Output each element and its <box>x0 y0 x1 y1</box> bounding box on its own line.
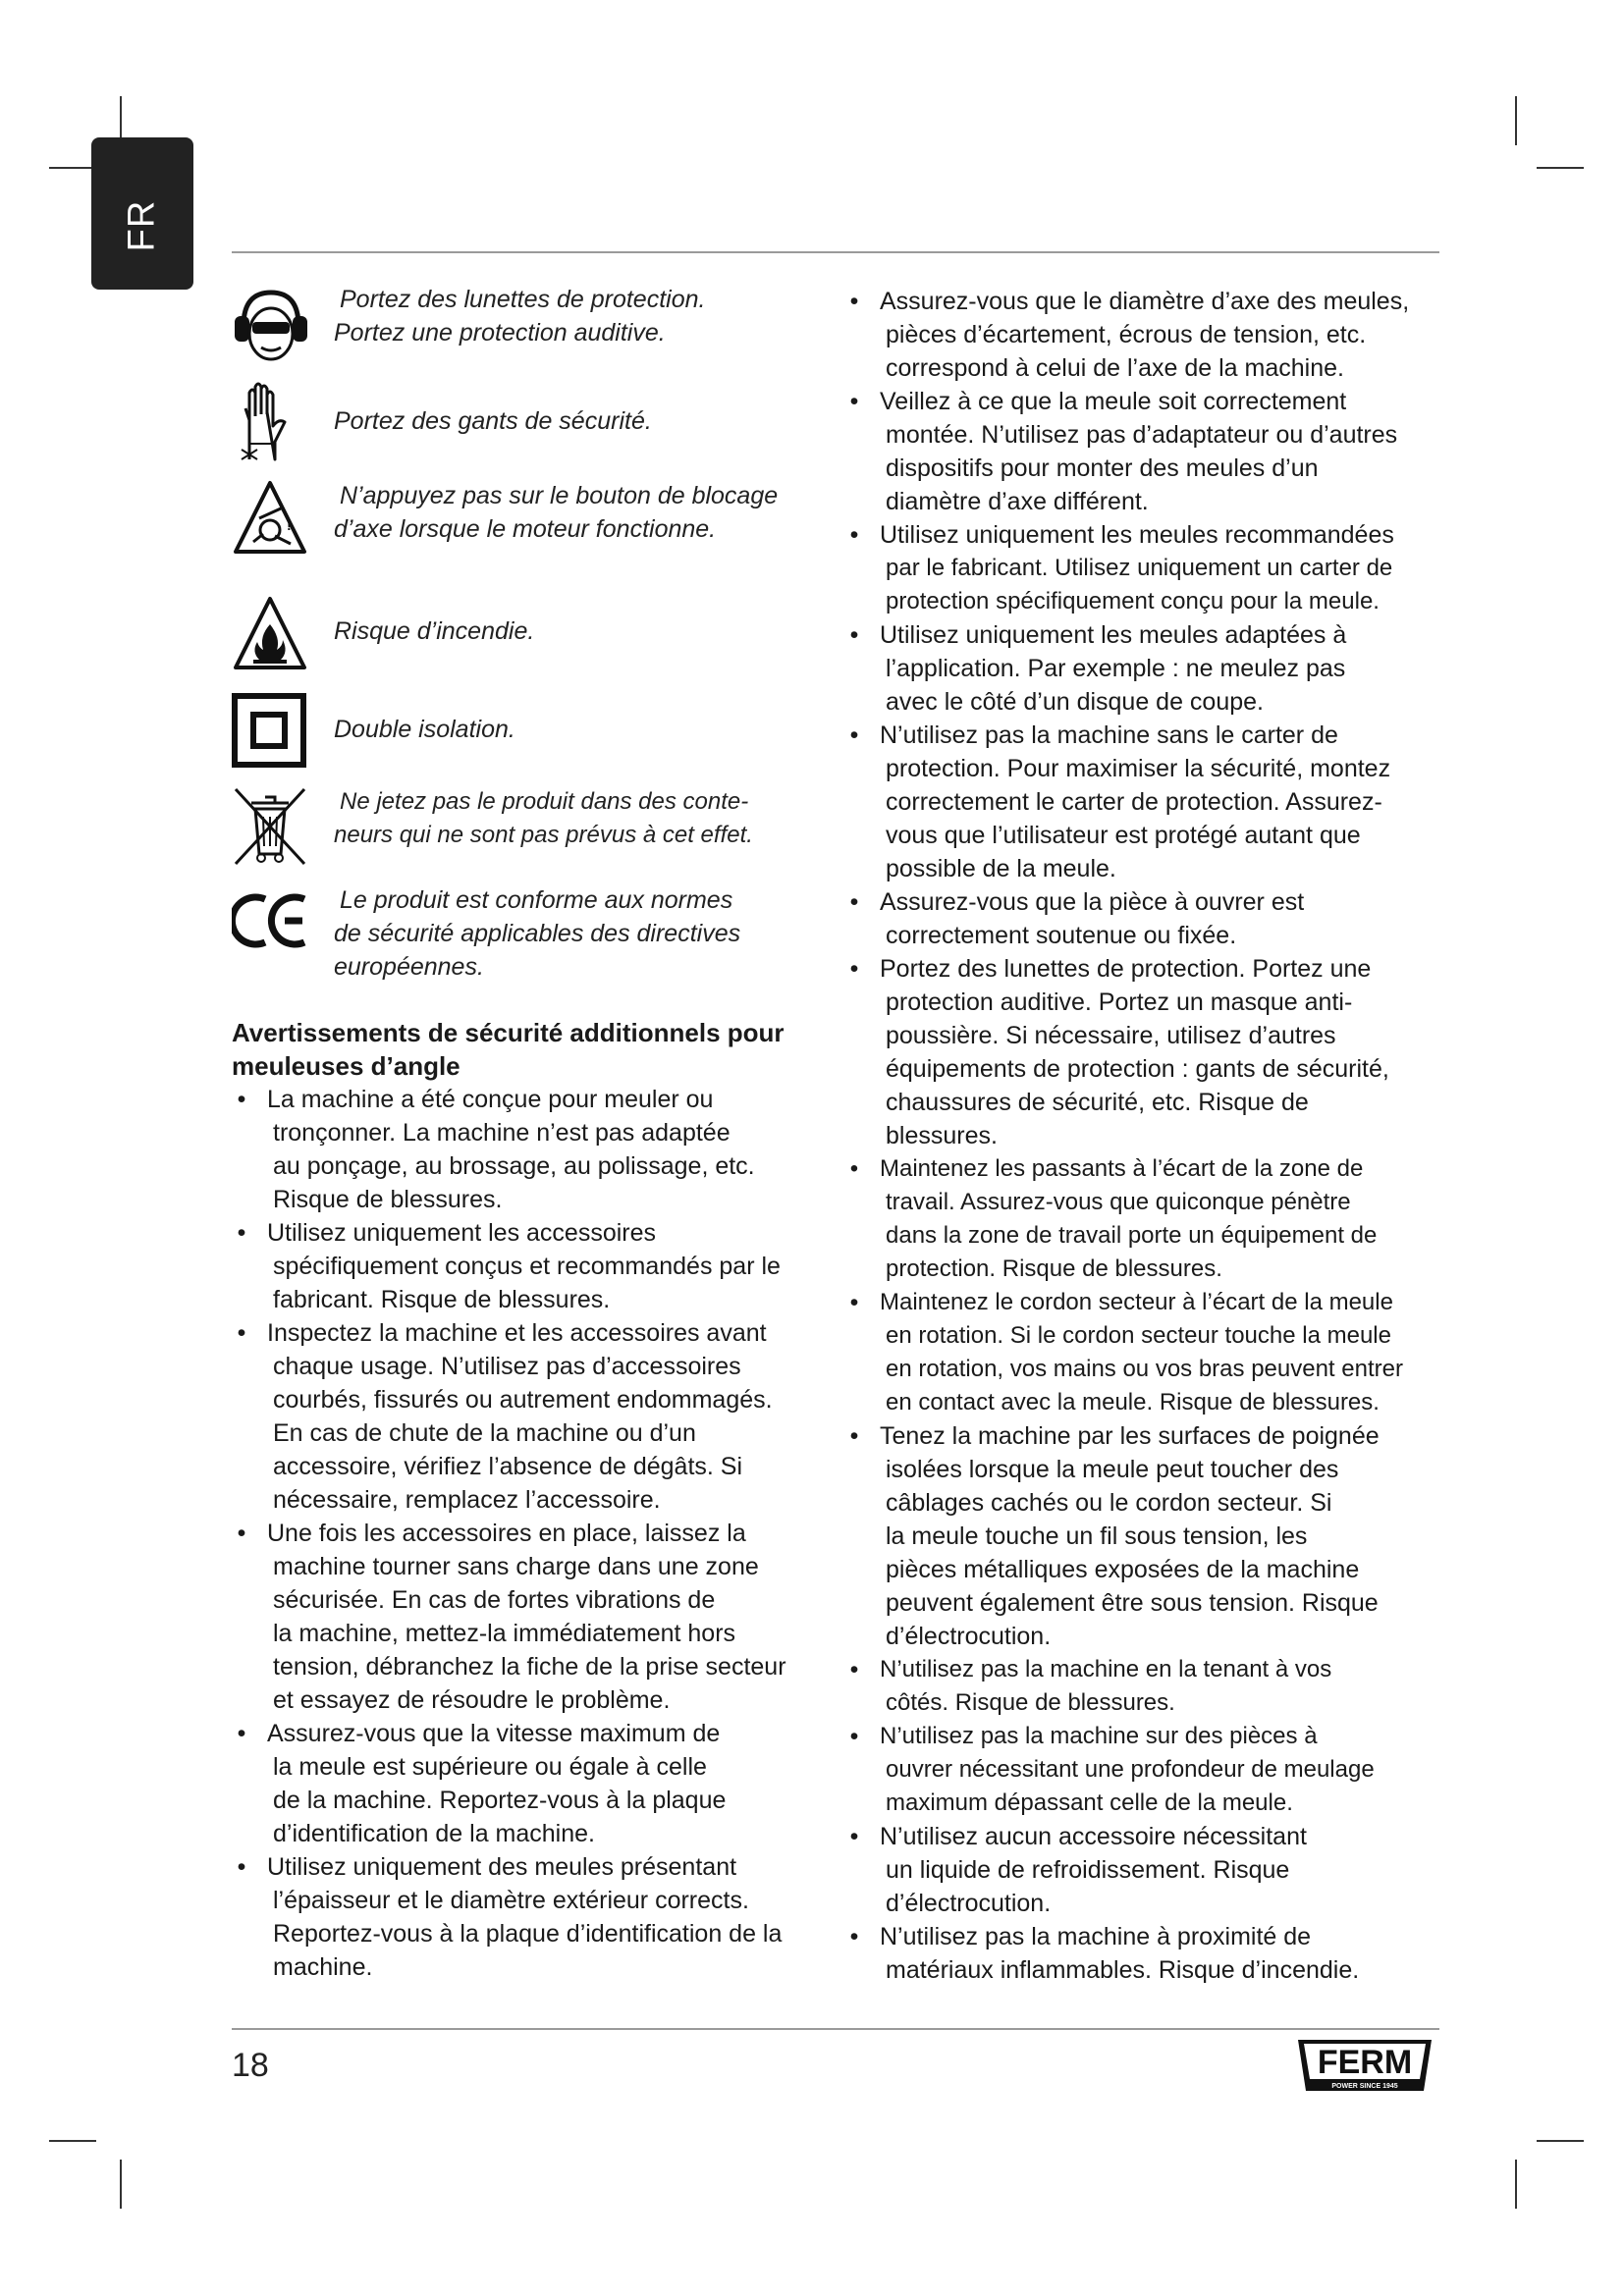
language-tab <box>91 137 193 290</box>
crop-mark <box>49 2140 96 2142</box>
item-line: • N’utilisez aucun accessoire nécessitant <box>880 1823 1307 1850</box>
list-item <box>844 1920 1448 1987</box>
symbol-text <box>334 614 534 648</box>
item-line: courbés, fissurés ou autrement endommagés. <box>273 1386 773 1414</box>
item-line: et essayez de résoudre le problème. <box>273 1686 671 1714</box>
item-line: • Utilisez uniquement les meules adaptées à <box>880 621 1347 649</box>
item-line: En cas de chute de la machine ou d’un <box>273 1419 696 1447</box>
symbol-line: Risque d’incendie. <box>334 617 535 645</box>
symbol-line: Portez une protection auditive. <box>334 319 666 347</box>
list-item <box>844 1720 1448 1820</box>
item-line: sécurisée. En cas de fortes vibrations de <box>273 1586 716 1614</box>
symbol-text <box>334 883 740 984</box>
list-item <box>844 1286 1448 1419</box>
item-line: poussière. Si nécessaire, utilisez d’autres <box>886 1022 1336 1049</box>
list-item <box>844 1419 1448 1653</box>
heading-line: meuleuses d’angle <box>232 1051 460 1081</box>
item-line: tronçonner. La machine n’est pas adaptée <box>273 1119 731 1147</box>
item-line: l’application. Par exemple : ne meulez pas <box>886 655 1346 682</box>
item-line: fabricant. Risque de blessures. <box>273 1286 611 1313</box>
double-insulation-icon <box>232 693 306 768</box>
item-line: maximum dépassant celle de la meule. <box>886 1789 1293 1816</box>
fire-hazard-icon <box>232 595 308 671</box>
list-item <box>232 1083 821 1216</box>
list-item <box>844 719 1448 885</box>
item-line: ouvrer nécessitant une profondeur de meulage <box>886 1756 1375 1783</box>
crop-mark <box>1537 2140 1584 2142</box>
symbol-text <box>334 785 753 852</box>
symbol-line: de sécurité applicables des directives <box>334 920 741 947</box>
list-item <box>232 1717 821 1850</box>
item-line: • Utilisez uniquement les accessoires <box>267 1219 657 1247</box>
list-item <box>844 1653 1448 1720</box>
item-line: • Tenez la machine par les surfaces de poignée <box>880 1422 1380 1450</box>
list-item <box>844 1152 1448 1286</box>
item-line: • N’utilisez pas la machine à proximité de <box>880 1923 1312 1950</box>
safety-goggles-ear-protection-icon <box>232 287 310 365</box>
heading-line: Avertissements de sécurité additionnels pour <box>232 1018 785 1047</box>
list-item <box>844 885 1448 952</box>
item-line: • N’utilisez pas la machine en la tenant à vos <box>880 1656 1332 1682</box>
symbol-text <box>334 404 652 438</box>
symbol-line: N’appuyez pas sur le bouton de blocage <box>340 482 779 509</box>
list-item <box>844 1820 1448 1920</box>
item-line: Reportez-vous à la plaque d’identification de la <box>273 1920 783 1948</box>
item-line: la meule touche un fil sous tension, les <box>886 1522 1308 1550</box>
item-line: dispositifs pour monter des meules d’un <box>886 454 1319 482</box>
item-line: diamètre d’axe différent. <box>886 488 1149 515</box>
list-item <box>232 1517 821 1717</box>
item-line: • N’utilisez pas la machine sans le carter de <box>880 721 1338 749</box>
safety-gloves-icon <box>232 381 300 469</box>
language-label: FR <box>121 199 163 252</box>
symbol-text <box>334 713 515 746</box>
item-line: machine tourner sans charge dans une zone <box>273 1553 759 1580</box>
logo-brand: FERM <box>1317 2044 1413 2081</box>
item-line: montée. N’utilisez pas d’adaptateur ou d’autres <box>886 421 1398 449</box>
item-line: chaque usage. N’utilisez pas d’accessoires <box>273 1353 741 1380</box>
right-bullet-list <box>844 285 1448 1987</box>
item-line: correctement soutenue ou fixée. <box>886 922 1237 949</box>
list-item <box>844 385 1448 518</box>
item-line: équipements de protection : gants de sécurité, <box>886 1055 1389 1083</box>
list-item <box>232 1850 821 1984</box>
symbol-line: Double isolation. <box>334 716 515 743</box>
svg-text:!: ! <box>287 517 292 533</box>
item-line: correspond à celui de l’axe de la machine. <box>886 354 1344 382</box>
item-line: • N’utilisez pas la machine sur des pièces à <box>880 1723 1318 1749</box>
item-line: d’électrocution. <box>886 1890 1052 1917</box>
item-line: avec le côté d’un disque de coupe. <box>886 688 1264 716</box>
item-line: possible de la meule. <box>886 855 1116 882</box>
item-line: spécifiquement conçus et recommandés par le <box>273 1253 781 1280</box>
item-line: dans la zone de travail porte un équipement de <box>886 1222 1378 1249</box>
item-line: matériaux inflammables. Risque d’incendie. <box>886 1956 1360 1984</box>
item-line: vous que l’utilisateur est protégé autant que <box>886 822 1361 849</box>
symbol-line: Ne jetez pas le produit dans des conte- <box>340 788 749 815</box>
item-line: • Une fois les accessoires en place, laissez la <box>267 1520 746 1547</box>
item-line: • Utilisez uniquement des meules présentant <box>267 1853 737 1881</box>
ce-mark-icon <box>232 891 310 950</box>
item-line: Risque de blessures. <box>273 1186 503 1213</box>
symbol-text <box>334 283 705 349</box>
list-item <box>844 618 1448 719</box>
spindle-lock-warning-icon <box>232 479 308 556</box>
item-line: tension, débranchez la fiche de la prise secteur <box>273 1653 786 1681</box>
crop-mark <box>1515 96 1517 145</box>
footer-rule <box>232 2028 1439 2030</box>
item-line: pièces d’écartement, écrous de tension, etc. <box>886 321 1367 348</box>
item-line: • Utilisez uniquement les meules recommandées <box>880 521 1394 549</box>
item-line: • Assurez-vous que la pièce à ouvrer est <box>880 888 1305 916</box>
item-line: • Maintenez le cordon secteur à l’écart de la meule <box>880 1289 1393 1315</box>
item-line: en rotation. Si le cordon secteur touche la meule <box>886 1322 1391 1349</box>
item-line: correctement le carter de protection. Assurez- <box>886 788 1382 816</box>
item-line: protection spécifiquement conçu pour la meule. <box>886 588 1380 614</box>
item-line: en contact avec la meule. Risque de blessures. <box>886 1389 1380 1415</box>
item-line: pièces métalliques exposées de la machine <box>886 1556 1360 1583</box>
item-line: protection. Pour maximiser la sécurité, montez <box>886 755 1391 782</box>
symbol-line: Portez des gants de sécurité. <box>334 407 652 435</box>
item-line: d’électrocution. <box>886 1623 1052 1650</box>
item-line: • La machine a été conçue pour meuler ou <box>267 1086 714 1113</box>
list-item <box>844 285 1448 385</box>
item-line: • Inspectez la machine et les accessoires avant <box>267 1319 767 1347</box>
symbol-line: européennes. <box>334 953 484 981</box>
item-line: un liquide de refroidissement. Risque <box>886 1856 1290 1884</box>
item-line: • Assurez-vous que la vitesse maximum de <box>267 1720 721 1747</box>
list-item <box>232 1316 821 1517</box>
symbol-line: Le produit est conforme aux normes <box>340 886 733 914</box>
item-line: accessoire, vérifiez l’absence de dégâts. Si <box>273 1453 743 1480</box>
item-line: par le fabricant. Utilisez uniquement un carter de <box>886 555 1393 581</box>
item-line: la machine, mettez-la immédiatement hors <box>273 1620 736 1647</box>
item-line: protection. Risque de blessures. <box>886 1255 1222 1282</box>
item-line: isolées lorsque la meule peut toucher des <box>886 1456 1339 1483</box>
list-item <box>844 518 1448 618</box>
logo-tagline: POWER SINCE 1945 <box>1331 2083 1398 2090</box>
page-number: 18 <box>232 2047 269 2084</box>
item-line: au ponçage, au brossage, au polissage, etc. <box>273 1152 755 1180</box>
symbol-text <box>334 479 778 546</box>
crop-mark <box>1515 2160 1517 2209</box>
item-line: travail. Assurez-vous que quiconque pénètre <box>886 1189 1351 1215</box>
section-heading <box>232 1016 821 1083</box>
left-bullet-list <box>232 1083 821 1984</box>
crossed-bin-icon <box>232 785 308 868</box>
crop-mark <box>120 2160 122 2209</box>
item-line: peuvent également être sous tension. Risque <box>886 1589 1379 1617</box>
ferm-logo <box>1292 2036 1437 2097</box>
list-item <box>844 952 1448 1152</box>
item-line: • Assurez-vous que le diamètre d’axe des meules, <box>880 288 1410 315</box>
crop-mark <box>1537 167 1584 169</box>
list-item <box>232 1216 821 1316</box>
item-line: machine. <box>273 1953 373 1981</box>
item-line: blessures. <box>886 1122 998 1149</box>
item-line: • Portez des lunettes de protection. Portez une <box>880 955 1372 983</box>
item-line: d’identification de la machine. <box>273 1820 595 1847</box>
item-line: chaussures de sécurité, etc. Risque de <box>886 1089 1309 1116</box>
item-line: de la machine. Reportez-vous à la plaque <box>273 1787 727 1814</box>
item-line: côtés. Risque de blessures. <box>886 1689 1175 1716</box>
item-line: en rotation, vos mains ou vos bras peuvent entrer <box>886 1356 1403 1382</box>
item-line: l’épaisseur et le diamètre extérieur corrects. <box>273 1887 749 1914</box>
header-rule <box>232 251 1439 253</box>
item-line: • Maintenez les passants à l’écart de la zone de <box>880 1155 1364 1182</box>
item-line: protection auditive. Portez un masque anti- <box>886 988 1353 1016</box>
item-line: câblages cachés ou le cordon secteur. Si <box>886 1489 1332 1517</box>
item-line: • Veillez à ce que la meule soit correctement <box>880 388 1347 415</box>
symbol-line: Portez des lunettes de protection. <box>340 286 706 313</box>
item-line: la meule est supérieure ou égale à celle <box>273 1753 707 1781</box>
crop-mark <box>49 167 96 169</box>
symbol-line: neurs qui ne sont pas prévus à cet effet. <box>334 822 753 848</box>
symbol-line: d’axe lorsque le moteur fonctionne. <box>334 515 717 543</box>
item-line: nécessaire, remplacez l’accessoire. <box>273 1486 661 1514</box>
